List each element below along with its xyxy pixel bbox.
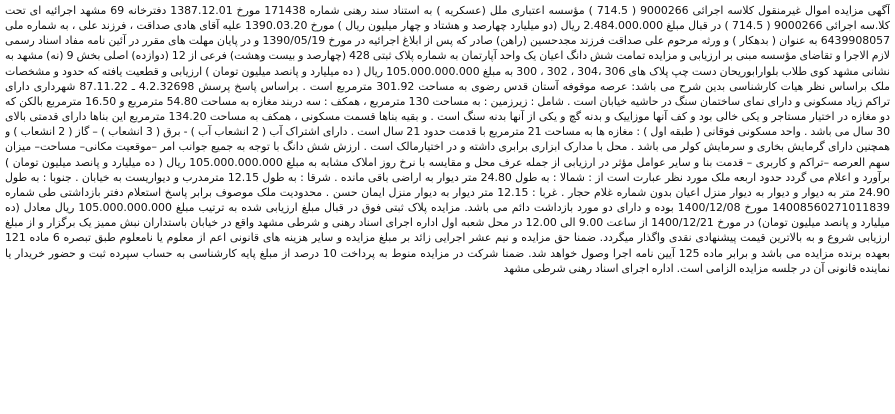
auction-notice	[5, 3, 890, 408]
notice-text: آگهی مزایده اموال غیرمنقول کلاسه اجرائی 9000266 ( 714.5 ) مؤسسه اعتباری ملل (عسکریه ) به استناد سند رهنی شماره 171438 مورخ 1387.12.01 دفترخانه 69 مشهد اجرائیه ای تحت کلا.سه اجرائی 9000266 ( 714.5 ) در قبال مبلغ 2.484.000.000 ریال (دو میلیارد چهارصد و هشتاد و چهار میلیون ریال ) مورخ 1390.03.20 علیه آقای هادی صداقت ، فرزند علی ، به شماره ملی 6439908057 به عنوان ( بدهکار ) و ورثه مرحوم علی صداقت فرزند مجدحسین (راهن) صادر که پس از ابلاغ اجرائیه در مورخ 1390/05/19 و در پایان مهلت های مقرر در آئین نامه مفاد اسناد رسمی لازم الاجرا و تقاضای مؤسسه مبنی بر ارزیابی و مزایده تمامت شش دانگ اعیان یک واحد آپارتمان به شماره پلاک ثبتی 428 (چهارصد و بیست وهشت) فرعی از 12 (دوازده) اصلی بخش 9 (نه) مشهد به نشانی مشهد کوی طلاب بلوارابوریحان دست چپ پلاک های 306 ،304 ، 302 ، 300 به مبلغ 105.000.000.000 ریال ( ده میلیارد و پانصد میلیون تومان ) ارزیابی و قطعیت یافته که حدود و مشخصات ملک براساس نظر هیات کارشناسی بدین شرح می باشد: عرصه موقوفه آستان قدس رضوی به مساحت 301.92 مترمربع است . براساس پاسخ پرسش 4.2.32698 ـ 87.11.22 شهرداری دارای تراکم زیاد مسکونی و دارای نمای ساختمان سنگ در حاشیه خیابان است . شامل : زیرزمین : به مساحت 130 مترمربع ، همکف : سه دربند مغازه به مساحت 54.80 مترمربع و 16.50 مترمربع بالکن که دو مغازه در اختیار مستاجر و یکی خالی بود و کف آنها موزاییک و بدنه گچ و یکی از آنها بدنه سنگ است . و بقیه بناها قسمت مسکونی ، همکف به مساحت 134.20 مترمربع این بناها دارای قدمتی بالای 30 سال می باشد . واحد مسکونی فوقانی ( طبقه اول ) : مغازه ها به مساحت 21 مترمربع با قدمت حدود 21 سال است . دارای اشتراک آب ( 2 انشعاب آب ) - برق ( 3 انشعاب ) – گاز ( 2 انشعاب ) و همچنین دارای گرمایش بخاری و سرمایش کولر می باشد . محل با مدارک ابزاری برابری داشته و در اختیارمالک است . ارزش شش دانگ با توجه به جمیع جوانب امر –موقعیت مکانی– مساحت– میزان سهم العرصه –تراکم و کاربری – قدمت بنا و سایر عوامل مؤثر در ارزیابی از جمله عرف محل و مقایسه با نرخ روز املاک مشابه به مبلغ 105.000.000.000 ریال ( ده میلیارد و پانصد میلیون تومان ) برآورد و اعلام می گردد حدود اربعه ملک مورد نظر عبارت است از : شمالا : به طول 24.80 متر دیوار به اراضی باقی مانده . شرقا : به طول 12.15 مترمدرب و دیواریست به خیابان . جنوبا : به طول 24.90 متر به دیوار و دیوار به دیوار منزل اعیان بدون شماره غلام حجار . غربا : 12.15 متر دیوار به دیوار منزل ایمان حسن . محدودیت ملک موصوف برابر پاسخ استعلام دفتر بازداشتی طی شماره 14008560271011839 مورخ 1400/12/08 بوده و دارای دو مورد بازداشت دائم می باشد. مزایده پلاک ثبتی فوق در قبال مبلغ ارزیابی شده به ترتیب مبلغ 105.000.000.000 ریال معادل (ده میلیارد و پانصد میلیون تومان) در مورخ 1400/12/21 از ساعت 9.00 الی 12.00 در محل شعبه اول اداره اجرای اسناد رهنی و شرطی مشهد واقع در خیابان باستداران نبش ممیز یک برگزار و از مبلغ ارزیابی شروع و به بالاترین قیمت پیشنهادی نقدی واگذار میگردد. ضمنا حق مزایده و نیم عشر اجرایی زائد بر مبلغ مزایده و سایر هزینه های قانونی اعم از معلوم یا نامعلوم طبق تبصره 6 ماده 121 بعهده برنده مزایده می باشد و برابر ماده 125 آیین نامه اجرا وصول خواهد شد. ضمنا شرکت در مزایده منوط به پرداخت 10 درصد از مبلغ پایه کارشناسی به حساب سپرده ثبت و حضور خریدار یا نماینده قانونی آن در جلسه مزایده الزامی است. اداره اجرای اسناد رهنی شرطی مشهد	[5, 4, 890, 275]
